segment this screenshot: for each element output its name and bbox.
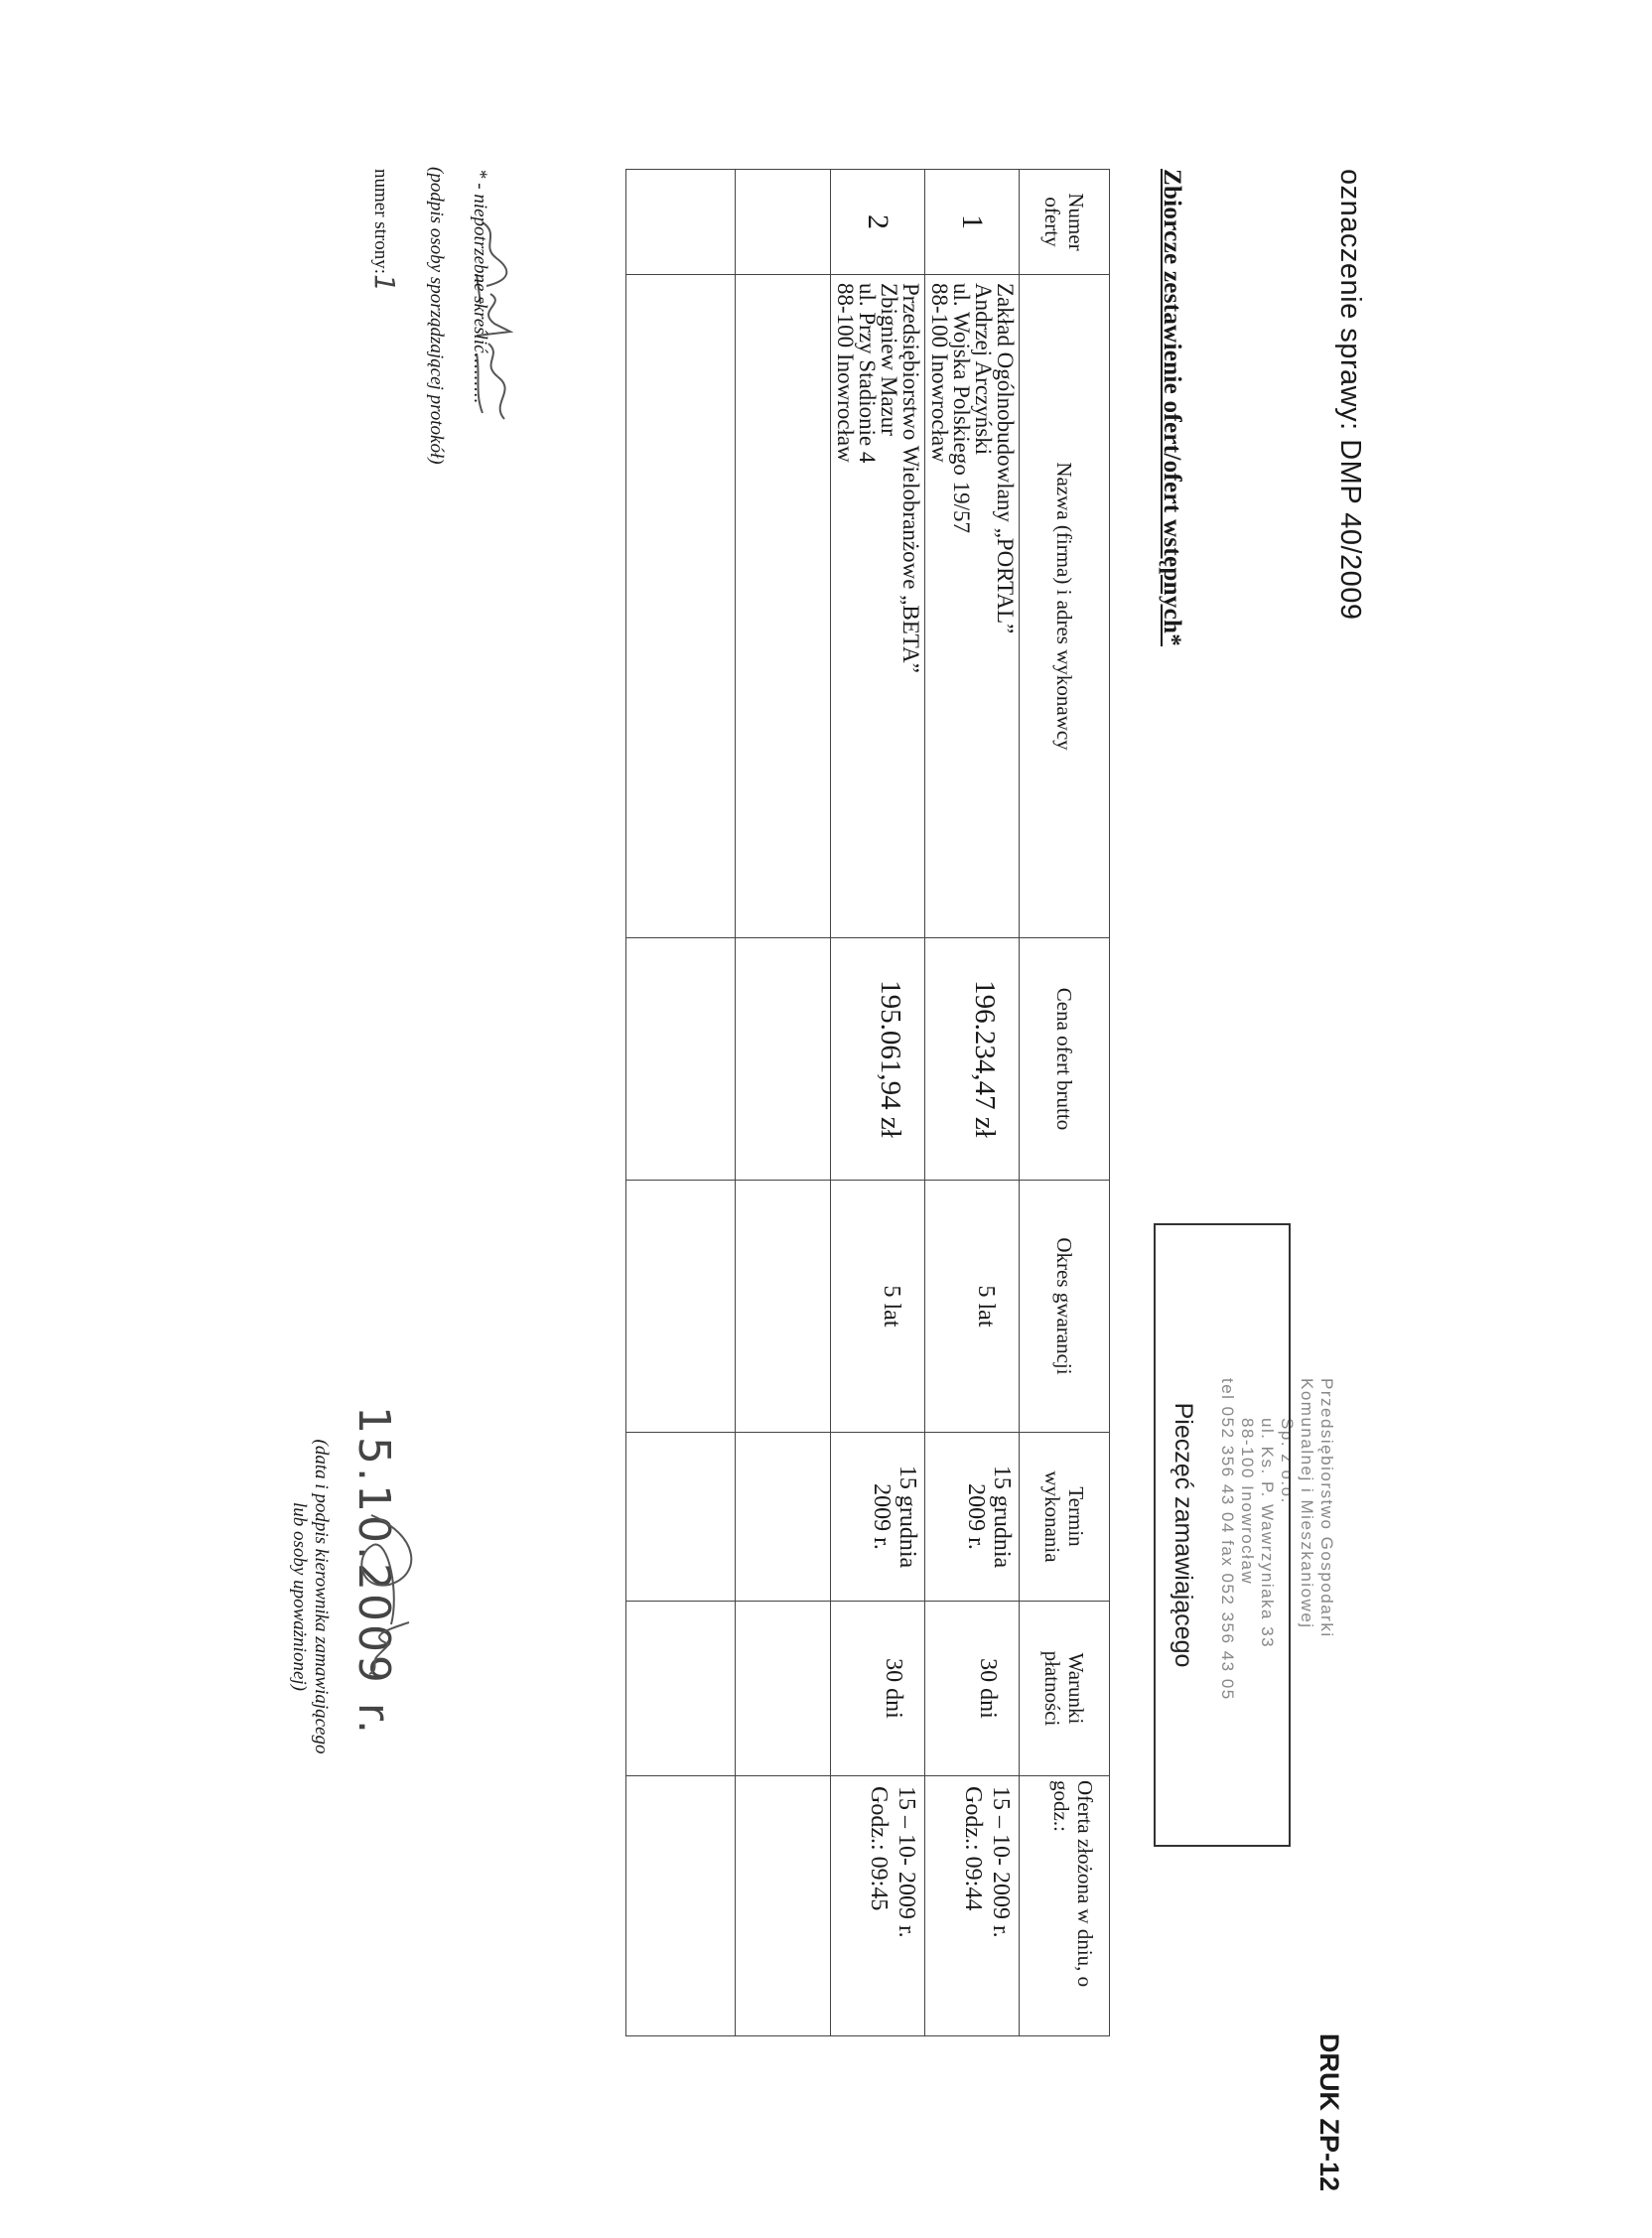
caption-manager-signature: (data i podpis kierownika zamawiającego lub osoby upoważnionej) [289,1439,332,1754]
stamp-caption: Pieczęć zamawiającego [1170,1402,1197,1668]
footnote-text: * - niepotrzebne skreślić [470,169,490,353]
payment-terms: 30 dni [831,1602,925,1776]
header-payment: Warunki płatności [1020,1602,1110,1776]
handwritten-date: 15.10.2009 r. [348,1406,399,1737]
stamp-line: tel 052 356 43 04 fax 052 356 43 05 [1218,1378,1237,1701]
empty-cell [736,1776,831,2036]
warranty: 5 lat [925,1181,1020,1433]
table-header-row [1020,170,1110,2036]
empty-cell [626,170,736,275]
gross-price: 195.061,94 zł [831,938,925,1181]
stamp-box [1154,1223,1291,1847]
form-code: DRUK ZP-12 [1314,2033,1344,2192]
empty-cell [736,1181,831,1433]
page-number-value: 1 [368,274,401,292]
empty-cell [626,275,736,938]
offer-number: 1 [925,170,1020,275]
table-row-empty [626,170,736,2036]
warranty: 5 lat [831,1181,925,1433]
submission-date: 15 – 10- 2009 r. Godz.: 09:44 [925,1776,1020,2036]
header-term: Termin wykonania [1020,1433,1110,1602]
completion-term: 15 grudnia 2009 r. [925,1433,1020,1602]
empty-cell [626,1776,736,2036]
empty-cell [626,938,736,1181]
document-title [1158,169,1185,646]
caption-preparer-signature: (podpis osoby sporządzającej protokół) [426,167,447,465]
empty-cell [626,1181,736,1433]
submission-date: 15 – 10- 2009 r. Godz.: 09:45 [831,1776,925,2036]
header-contractor-name: Nazwa (firma) i adres wykonawcy [1020,275,1110,938]
page-number-label: numer strony: [370,169,391,275]
contractor-name: Przedsiębiorstwo Wielobranżowe „BETA” Zbigniew Mazur ul. Przy Stadionie 4 88-100 Inowrocław [831,275,925,938]
empty-cell [736,1602,831,1776]
empty-cell [736,275,831,938]
handwritten-signature-right [349,1505,429,1684]
empty-cell [626,1602,736,1776]
payment-terms: 30 dni [925,1602,1020,1776]
footnote: * - niepotrzebne skreślić......... [470,169,490,405]
header-warranty: Okres gwarancji [1020,1181,1110,1433]
stamp-line: Komunalnej i Mieszkaniowej [1298,1378,1316,1629]
header-submitted: Oferta złożona w dniu, o godz.: [1020,1776,1110,2036]
document-title-text: Zbiorcze zestawienie ofert/ofert wstępnych* [1159,169,1185,647]
table-row [831,170,925,2036]
empty-cell [736,1433,831,1602]
offers-table [625,169,1110,2036]
stamp-line: ul. Ks. P. Wawrzyniaka 33 [1258,1418,1277,1649]
contractor-name: Zakład Ogólnobudowlany „PORTAL” Andrzej Arczyński ul. Wojska Polskiego 19/57 88-100 Inowrocław [925,275,1020,938]
empty-cell [736,938,831,1181]
case-reference: oznaczenie sprawy: DMP 40/2009 [1334,169,1366,621]
empty-cell [626,1433,736,1602]
header-gross-price: Cena ofert brutto [1020,938,1110,1181]
table-row-empty [736,170,831,2036]
page-number [368,169,401,292]
gross-price: 196.234,47 zł [925,938,1020,1181]
table-row [925,170,1020,2036]
stamp-line: 88-100 Inowrocław [1238,1418,1257,1586]
stamp-line: Sp. z o.o. [1278,1418,1297,1504]
stamp-line: Przedsiębiorstwo Gospodarki [1317,1378,1336,1638]
offer-number: 2 [831,170,925,275]
empty-cell [736,170,831,275]
header-offer-number: Numer oferty [1020,170,1110,275]
completion-term: 15 grudnia 2009 r. [831,1433,925,1602]
